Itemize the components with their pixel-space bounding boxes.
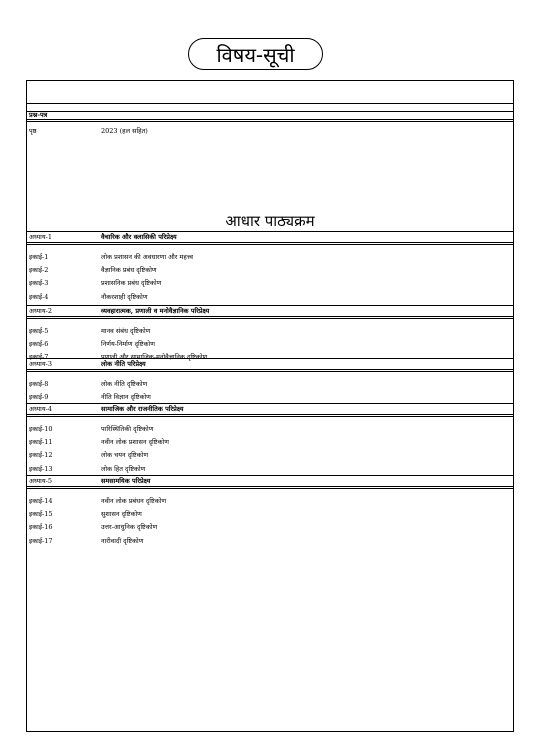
divider (27, 414, 513, 417)
chapter-label: अध्याय-5 (29, 477, 52, 485)
chapter-title: लोक नीति परिप्रेक्ष्य (101, 360, 146, 368)
header-row-text: 2023 (हल सहित) (101, 127, 148, 135)
divider (27, 316, 513, 319)
unit-title: निर्णय-निर्माण दृष्टिकोण (101, 340, 155, 349)
unit-title: लोक नीति दृष्टिकोण (101, 380, 148, 388)
unit-label: इकाई-17 (29, 536, 53, 545)
chapter-title: समसामयिक परिप्रेक्ष्य (101, 477, 151, 485)
divider (27, 119, 513, 122)
prashn-patra-label: प्रश्न-पत्र (29, 111, 48, 119)
unit-title: मानव संबंध दृष्टिकोण (101, 327, 151, 335)
unit-title: प्रशासनिक प्रबंध दृष्टिकोण (101, 279, 162, 288)
chapter-label: अध्याय-3 (29, 360, 52, 368)
contents-frame (26, 80, 514, 732)
section-title: आधार पाठ्यक्रम (225, 212, 315, 230)
unit-label: इकाई-13 (29, 464, 53, 473)
divider (27, 103, 513, 104)
unit-title: लोक हित दृष्टिकोण (101, 464, 146, 473)
unit-label: इकाई-8 (29, 380, 49, 388)
unit-title: लोक प्रशासन की अवधारणा और महत्त्व (101, 253, 193, 261)
divider (27, 305, 513, 306)
chapter-title: वैचारिक और क्लासिकी परिप्रेक्ष्य (101, 233, 177, 241)
unit-title: वैज्ञानिक प्रबंध दृष्टिकोण (101, 266, 157, 275)
divider (27, 403, 513, 404)
chapter-title: व्यवहारात्मक, प्रणाली व मनोवैज्ञानिक परिप्रेक्ष्य (101, 307, 210, 315)
divider (27, 486, 513, 489)
unit-title: नारीवादी दृष्टिकोण (101, 536, 144, 545)
unit-title: सुशासन दृष्टिकोण (101, 510, 142, 519)
unit-label: इकाई-3 (29, 279, 49, 288)
chapter-title: सामाजिक और राजनीतिक परिप्रेक्ष्य (101, 405, 184, 413)
page-title: विषय-सूची (188, 38, 323, 70)
unit-title: नवीन लोक प्रशासन दृष्टिकोण (101, 438, 169, 447)
unit-label: इकाई-5 (29, 327, 49, 335)
unit-label: इकाई-11 (29, 438, 53, 447)
unit-label: इकाई-14 (29, 497, 53, 505)
divider (27, 231, 513, 232)
divider (27, 475, 513, 476)
unit-label: इकाई-7 (29, 353, 49, 362)
unit-label: इकाई-1 (29, 253, 49, 261)
unit-label: इकाई-16 (29, 523, 53, 532)
unit-title: प्रणाली और सामाजिक-मनोवैज्ञानिक दृष्टिकोण (101, 353, 208, 362)
unit-title: नवीन लोक प्रबंधन दृष्टिकोण (101, 497, 167, 505)
divider (27, 242, 513, 245)
unit-title: लोक चयन दृष्टिकोण (101, 451, 149, 460)
chapter-label: अध्याय-1 (29, 233, 52, 241)
unit-label: इकाई-2 (29, 266, 49, 275)
chapter-label: अध्याय-2 (29, 307, 52, 315)
unit-title: नीति विज्ञान दृष्टिकोण (101, 393, 151, 402)
unit-title: नौकरशाही दृष्टिकोण (101, 292, 148, 301)
header-row-label: पृष्ठ (29, 127, 37, 135)
unit-title: पारिस्थितिकी दृष्टिकोण (101, 425, 154, 433)
unit-label: इकाई-10 (29, 425, 53, 433)
divider (27, 369, 513, 372)
divider (27, 111, 513, 112)
unit-label: इकाई-9 (29, 393, 49, 402)
unit-title: उत्तर-आधुनिक दृष्टिकोण (101, 523, 158, 532)
unit-label: इकाई-15 (29, 510, 53, 519)
chapter-label: अध्याय-4 (29, 405, 52, 413)
unit-label: इकाई-12 (29, 451, 53, 460)
divider (27, 358, 513, 359)
unit-label: इकाई-4 (29, 292, 49, 301)
unit-label: इकाई-6 (29, 340, 49, 349)
